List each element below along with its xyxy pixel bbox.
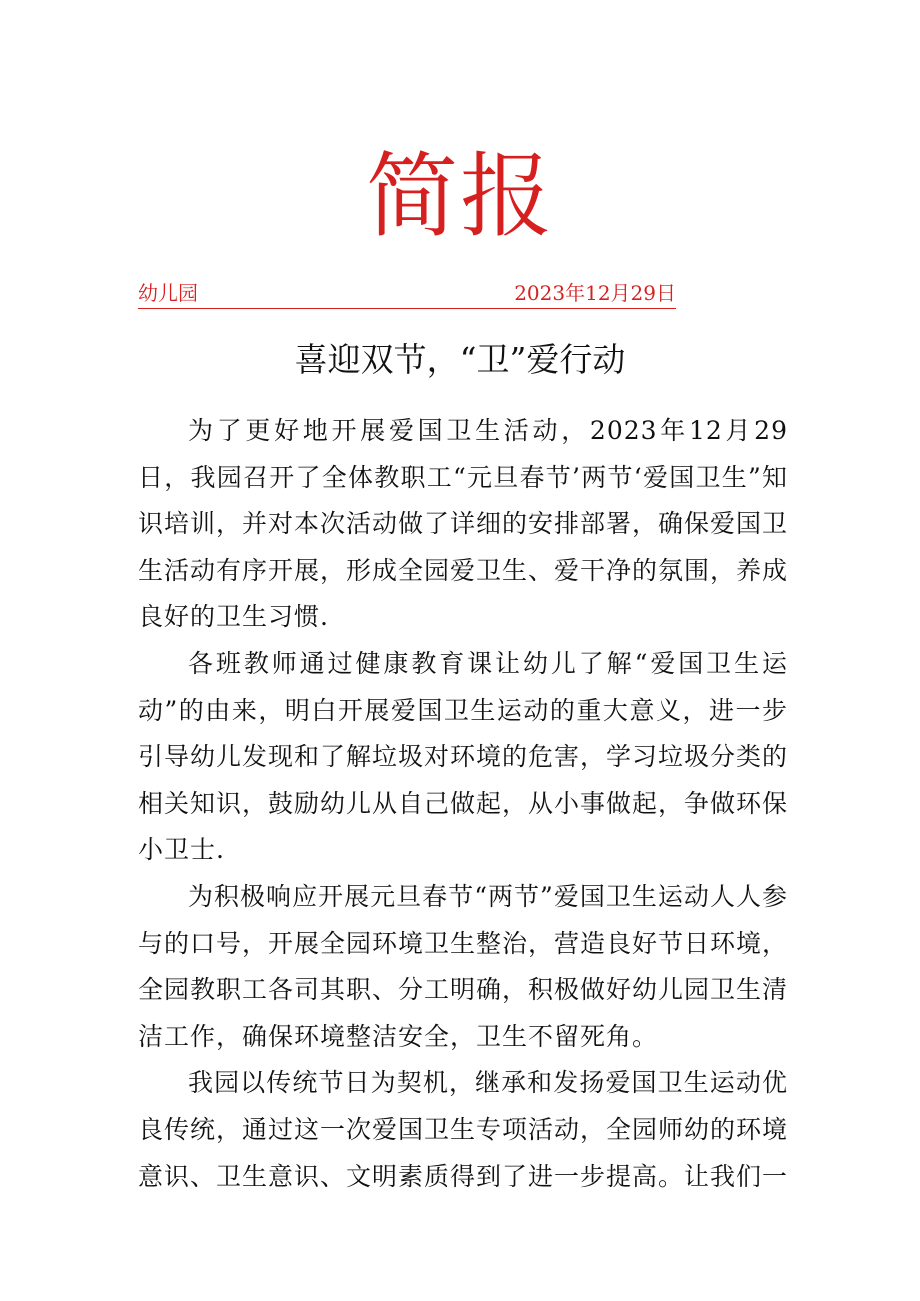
- organization-name: 幼儿园: [138, 281, 198, 305]
- paragraph: 我园以传统节日为契机，继承和发扬爱国卫生运动优良传统，通过这一次爱国卫生专项活动，全园师幼的环境意识、卫生意识、文明素质得到了进一步提高。让我们一: [138, 1068, 789, 1191]
- paragraph: 各班教师通过健康教育课让幼儿了解“爱国卫生运动”的由来，明白开展爱国卫生运动的重大意义，进一步引导幼儿发现和了解垃圾对环境的危害，学习垃圾分类的相关知识，鼓励幼儿从自己做起，从小事做起，争做环保小卫士.: [138, 648, 789, 865]
- paragraph: 为积极响应开展元旦春节“两节”爱国卫生运动人人参与的口号，开展全园环境卫生整治，营造良好节日环境，全园教职工各司其职、分工明确，积极做好幼儿园卫生清洁工作，确保环境整洁安全，卫生不留死角。: [138, 881, 789, 1051]
- issue-date: 2023年12月29日: [514, 281, 676, 305]
- paragraph: 为了更好地开展爱国卫生活动，2023年12月29日，我园召开了全体教职工“元旦春节’两节‘爱国卫生”知识培训，并对本次活动做了详细的安排部署，确保爱国卫生活动有序开展，形成全园爱卫生、爱干净的氛围，养成良好的卫生习惯.: [138, 416, 789, 632]
- article-title: 喜迎双节，“卫”爱行动: [294, 340, 626, 379]
- masthead-title: 简报: [365, 143, 554, 250]
- info-line: [138, 280, 676, 309]
- article-body: [138, 408, 788, 1200]
